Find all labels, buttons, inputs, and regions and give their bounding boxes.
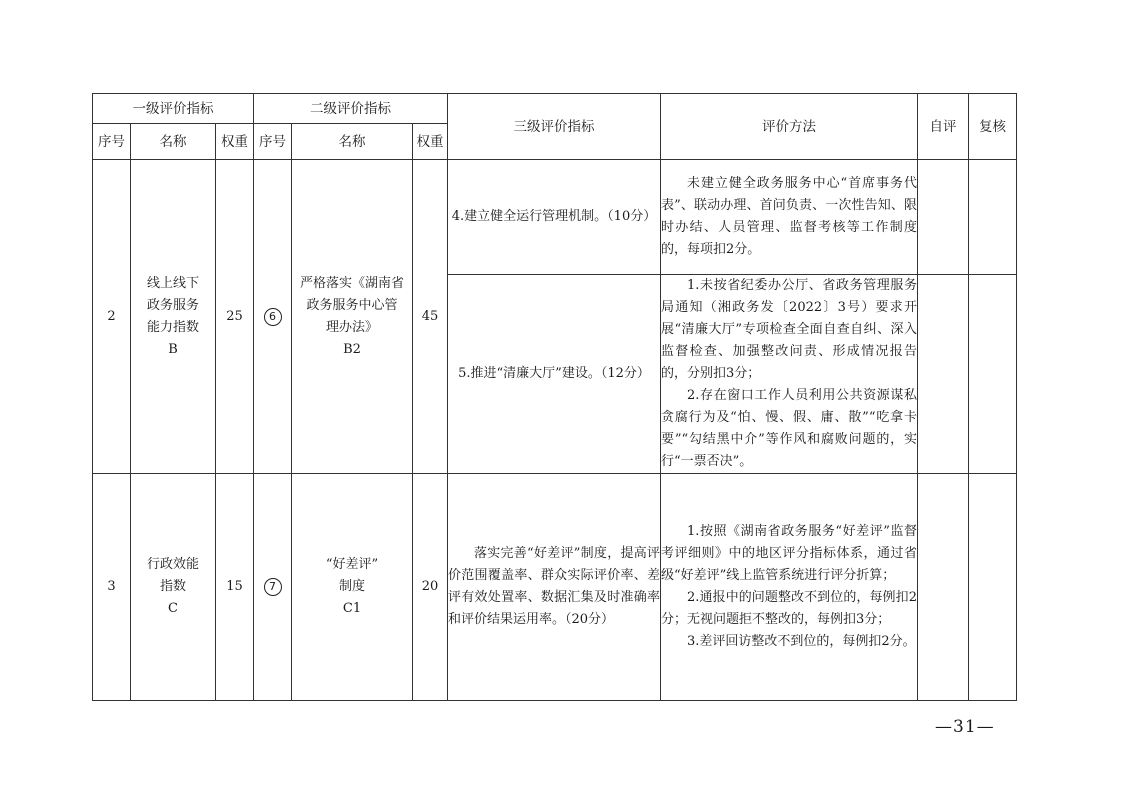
- review-cell: [969, 474, 1017, 701]
- l2-no-badge: 7: [264, 578, 282, 596]
- review-cell: [969, 275, 1017, 474]
- l1-weight-cell: 15: [216, 474, 254, 701]
- evaluation-table: [92, 93, 1017, 701]
- l3-paragraph: 落实完善“好差评”制度，提高评价范围覆盖率、群众实际评价率、差评有效处置率、数据汇集及时准确率和评价结果运用率。（20分）: [448, 546, 660, 627]
- header-l1-no: 序号: [93, 124, 131, 160]
- header-level3: 三级评价指标: [448, 94, 661, 160]
- l2-no-badge: 6: [264, 308, 282, 326]
- method-paragraph: 2.存在窗口工作人员利用公共资源谋私贪腐行为及“怕、慢、假、庸、散”“吃拿卡要”“勾结黑中介”等作风和腐败问题的，实行“一票否决”。: [661, 388, 917, 469]
- header-level2: 二级评价指标: [254, 94, 448, 124]
- l2-no-cell: [254, 160, 292, 474]
- l2-name-cell: “好差评” 制度 C1: [292, 474, 413, 701]
- method-cell: [661, 474, 918, 701]
- method-paragraph: 未建立健全政务服务中心“首席事务代表”、联动办理、首问负责、一次性告知、限时办结、人员管理、监督考核等工作制度的，每项扣2分。: [661, 176, 917, 257]
- method-paragraph: 2.通报中的问题整改不到位的，每例扣2分；无视问题拒不整改的，每例扣3分；: [661, 590, 917, 627]
- l1-weight-cell: 25: [216, 160, 254, 474]
- review-cell: [969, 160, 1017, 275]
- self-eval-cell: [918, 275, 969, 474]
- self-eval-cell: [918, 160, 969, 275]
- method-cell: [661, 160, 918, 275]
- l3-cell: [448, 474, 661, 701]
- header-l1-name: 名称: [131, 124, 216, 160]
- l2-name-cell: 严格落实《湖南省 政务服务中心管 理办法》 B2: [292, 160, 413, 474]
- header-l2-no: 序号: [254, 124, 292, 160]
- method-paragraph: 1.未按省纪委办公厅、省政务管理服务局通知（湘政务发〔2022〕3号）要求开展“清廉大厅”专项检查全面自查自纠、深入监督检查、加强整改问责、形成情况报告的，分别扣3分；: [661, 278, 917, 381]
- method-paragraph: 1.按照《湖南省政务服务“好差评”监督考评细则》中的地区评分指标体系，通过省级“好差评”线上监管系统进行评分折算；: [661, 524, 917, 583]
- method-cell: [661, 275, 918, 474]
- l1-no-cell: 2: [93, 160, 131, 474]
- l1-name-cell: 行政效能 指数 C: [131, 474, 216, 701]
- header-l1-weight: 权重: [216, 124, 254, 160]
- l2-weight-cell: 45: [413, 160, 448, 474]
- header-method: 评价方法: [661, 94, 918, 160]
- l1-name-cell: 线上线下 政务服务 能力指数 B: [131, 160, 216, 474]
- header-self-eval: 自评: [918, 94, 969, 160]
- header-review: 复核: [969, 94, 1017, 160]
- header-level1: 一级评价指标: [93, 94, 254, 124]
- header-l2-name: 名称: [292, 124, 413, 160]
- l3-cell: 4.建立健全运行管理机制。（10分）: [448, 160, 661, 275]
- page-number: —31—: [935, 717, 995, 737]
- self-eval-cell: [918, 474, 969, 701]
- l2-weight-cell: 20: [413, 474, 448, 701]
- method-paragraph: 3.差评回访整改不到位的，每例扣2分。: [687, 634, 916, 649]
- l2-no-cell: [254, 474, 292, 701]
- l3-cell: 5.推进“清廉大厅”建设。（12分）: [448, 275, 661, 474]
- header-l2-weight: 权重: [413, 124, 448, 160]
- l1-no-cell: 3: [93, 474, 131, 701]
